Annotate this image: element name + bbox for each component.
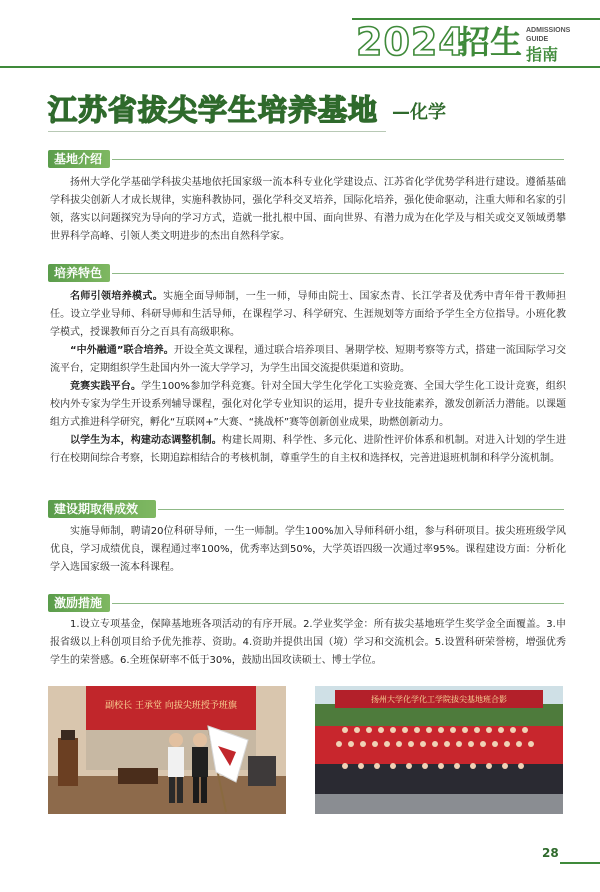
- feature-text: 学生100%参加学科竞赛。针对全国大学生化学化工实验竞赛、全国大学生化工设计竞赛，组织校内外专家为学生开设系列辅导课程，强化对化学专业知识的运用，提升专业技能素养，激发创新活力潜能。以课题组方式推进科学研究，孵化“互联网+”大赛、“挑战杯”赛等创新创业成果，助燃创新动力。: [50, 381, 567, 428]
- incentives-text: 1.设立专项基金，保障基地班各项活动的有序开展。2.学业奖学金：所有拔尖基地班学生奖学金全面覆盖。3.申报省级以上科创项目给予优先推荐、资助。4.资助并提供出国（境）学习和交流机会。5.设置科研荣誉榜，增强优秀学生的荣誉感。6.全班保研率不低于30%，鼓励出国攻读硕士、博士学位。: [50, 619, 566, 666]
- header-en-line2: GUIDE: [526, 36, 549, 43]
- header-english: [526, 26, 570, 44]
- section-rule: [112, 603, 564, 604]
- feature-text: 构建长周期、科学性、多元化、进阶性评价体系和机制。对进入计划的学生进行在校期间综合考察，长期追踪相结合的考核机制，尊重学生的自主权和选择权，完善进退班机制和科学分流机制。: [50, 435, 566, 464]
- feature-lead: 竞赛实践平台。: [70, 381, 142, 392]
- header-bottom-rule: [0, 66, 600, 68]
- left-banner-text: 副校长 王承堂 向拔尖班授予班旗: [105, 701, 237, 711]
- header-year: 2024: [356, 20, 466, 64]
- features-paragraphs: [50, 288, 566, 468]
- photo-group: [315, 686, 563, 814]
- page-title: 江苏省拔尖学生培养基地: [48, 93, 379, 127]
- feature-item: [50, 432, 566, 468]
- title-underline: [48, 131, 386, 132]
- section-rule: [112, 159, 564, 160]
- section-heading-incentives-text: 激励措施: [54, 596, 103, 610]
- page-number: 28: [542, 846, 559, 860]
- page-subtitle: —化学: [392, 102, 446, 123]
- header-zhinan: 指南: [526, 45, 559, 64]
- section-rule: [158, 509, 564, 510]
- page-number-rule: [560, 862, 600, 864]
- intro-paragraph: [50, 174, 566, 246]
- intro-text: 扬州大学化学基础学科拔尖基地依托国家级一流本科专业化学建设点、江苏省化学优势学科进行建设。遵循基础学科拔尖创新人才成长规律，实施科教协同，强化学科交叉培养，国际化培养，强化使命驱动，注重大师和名家的引领，落实以问题探究为导向的学习方式，造就一批扎根中国、面向世界、有潜力成为在化学及与相关或交叉领域勇攀世界科学高峰、引领人类文明进步的杰出自然科学家。: [50, 177, 566, 242]
- section-heading-features: [48, 264, 110, 282]
- right-banner-text: 扬州大学化学化工学院拔尖基地班合影: [371, 695, 507, 704]
- section-heading-features-text: 培养特色: [54, 266, 103, 280]
- feature-item: [50, 342, 566, 378]
- feature-lead: 以学生为本，构建动态调整机制。: [70, 435, 222, 446]
- section-heading-intro: [48, 150, 110, 168]
- feature-text: 实施全面导师制，一生一师，导师由院士、国家杰青、长江学者及优秀中青年骨干教师担任。设立学业导师、科研导师和生活导师，在课程学习、科学研究、生涯规划等方面给予学生全方位指导。小班化教学模式，授课教师百分之百具有高级职称。: [50, 291, 567, 338]
- photo-flag-ceremony: [48, 686, 286, 814]
- flag-ceremony-illustration: [48, 686, 286, 814]
- feature-text: 开设全英文课程，通过联合培养项目、暑期学校、短期考察等方式，搭建一流国际学习交流平台，定期组织学生赴国内外一流大学学习，为学生出国交流提供渠道和资助。: [50, 345, 567, 374]
- section-rule: [112, 273, 564, 274]
- feature-item: [50, 288, 566, 342]
- feature-lead: 名师引领培养模式。: [70, 291, 164, 302]
- section-heading-results-text: 建设期取得成效: [54, 502, 139, 516]
- group-photo-illustration: [315, 686, 563, 814]
- feature-item: [50, 378, 566, 432]
- section-heading-results: [48, 500, 156, 518]
- section-heading-intro-text: 基地介绍: [54, 152, 103, 166]
- section-heading-incentives: [48, 594, 110, 612]
- feature-lead: “中外融通”联合培养。: [70, 345, 174, 356]
- incentives-paragraph: [50, 616, 566, 670]
- results-text: 实施导师制，聘请20位科研导师，一生一师制。学生100%加入导师科研小组，参与科研项目。拔尖班班级学风优良，学习成绩优良，课程通过率100%，优秀率达到50%，大学英语四级一次通过率95%。课程建设方面：分析化学入选国家级一流本科课程。: [50, 526, 566, 573]
- header-en-line1: ADMISSIONS: [526, 27, 571, 34]
- results-paragraph: [50, 523, 566, 577]
- header-zhaosheng: 招生: [458, 23, 523, 61]
